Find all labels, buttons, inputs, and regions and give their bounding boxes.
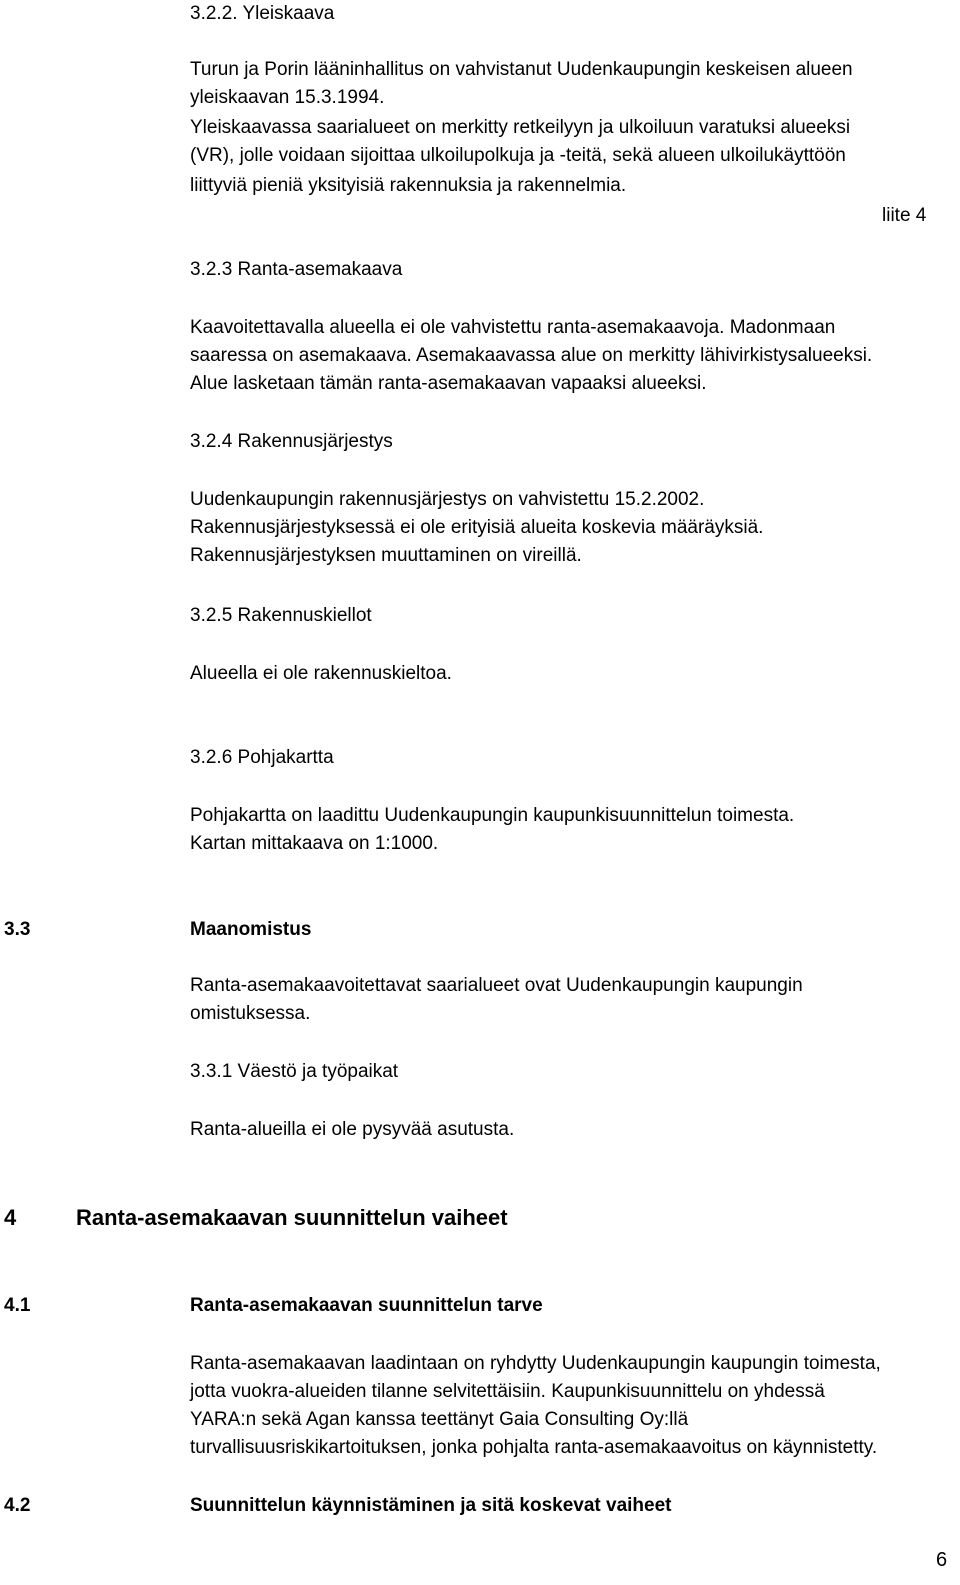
- chapter-number: 4: [4, 1205, 17, 1230]
- paragraph-line: saaressa on asemakaava. Asemakaavassa alue on merkitty lähivirkistysalueeksi.: [190, 345, 873, 366]
- section-number: 4.1: [4, 1295, 31, 1316]
- paragraph-line: Pohjakartta on laadittu Uudenkaupungin kaupunkisuunnittelun toimesta.: [190, 805, 795, 826]
- paragraph-line: (VR), jolle voidaan sijoittaa ulkoilupolkuja ja -teitä, sekä alueen ulkoilukäyttöön: [190, 145, 846, 166]
- paragraph-line: Alueella ei ole rakennuskieltoa.: [190, 663, 452, 684]
- section-title: Maanomistus: [190, 919, 312, 940]
- heading-3-2-2: 3.2.2. Yleiskaava: [190, 3, 335, 24]
- paragraph-line: Ranta-alueilla ei ole pysyvää asutusta.: [190, 1119, 515, 1140]
- paragraph-line: liittyviä pieniä yksityisiä rakennuksia ja rakennelmia.: [190, 175, 627, 196]
- paragraph-line: Ranta-asemakaavan laadintaan on ryhdytty Uudenkaupungin kaupungin toimesta,: [190, 1353, 881, 1374]
- paragraph-line: Rakennusjärjestyksessä ei ole erityisiä alueita koskevia määräyksiä.: [190, 517, 764, 538]
- section-title: Ranta-asemakaavan suunnittelun tarve: [190, 1295, 543, 1316]
- heading-3-2-4: 3.2.4 Rakennusjärjestys: [190, 431, 393, 452]
- section-number: 3.3: [4, 919, 31, 940]
- paragraph-line: Yleiskaavassa saarialueet on merkitty retkeilyyn ja ulkoiluun varatuksi alueeksi: [190, 117, 851, 138]
- page-number: 6: [936, 1549, 948, 1571]
- heading-3-2-6: 3.2.6 Pohjakartta: [190, 747, 334, 768]
- chapter-title: Ranta-asemakaavan suunnittelun vaiheet: [76, 1205, 508, 1230]
- section-number: 4.2: [4, 1495, 31, 1516]
- paragraph-line: Rakennusjärjestyksen muuttaminen on vireillä.: [190, 545, 582, 566]
- paragraph-line: Kaavoitettavalla alueella ei ole vahvistettu ranta-asemakaavoja. Madonmaan: [190, 317, 836, 338]
- paragraph-line: Uudenkaupungin rakennusjärjestys on vahvistettu 15.2.2002.: [190, 489, 705, 510]
- paragraph-line: yleiskaavan 15.3.1994.: [190, 87, 385, 108]
- paragraph-line: Ranta-asemakaavoitettavat saarialueet ovat Uudenkaupungin kaupungin: [190, 975, 803, 996]
- heading-3-2-5: 3.2.5 Rakennuskiellot: [190, 605, 372, 626]
- heading-3-3-1: 3.3.1 Väestö ja työpaikat: [190, 1061, 399, 1082]
- section-title: Suunnittelun käynnistäminen ja sitä koskevat vaiheet: [190, 1495, 672, 1516]
- paragraph-line: jotta vuokra-alueiden tilanne selvitettäisiin. Kaupunkisuunnittelu on yhdessä: [190, 1381, 825, 1402]
- paragraph-line: YARA:n sekä Agan kanssa teettänyt Gaia Consulting Oy:llä: [190, 1409, 689, 1430]
- paragraph-line: Kartan mittakaava on 1:1000.: [190, 833, 439, 854]
- appendix-reference: liite 4: [882, 205, 927, 226]
- heading-3-2-3: 3.2.3 Ranta-asemakaava: [190, 259, 403, 280]
- paragraph-line: Alue lasketaan tämän ranta-asemakaavan vapaaksi alueeksi.: [190, 373, 707, 394]
- paragraph-line: Turun ja Porin lääninhallitus on vahvistanut Uudenkaupungin keskeisen alueen: [190, 59, 853, 80]
- paragraph-line: turvallisuusriskikartoituksen, jonka pohjalta ranta-asemakaavoitus on käynnistetty.: [190, 1437, 878, 1458]
- paragraph-line: omistuksessa.: [190, 1003, 311, 1024]
